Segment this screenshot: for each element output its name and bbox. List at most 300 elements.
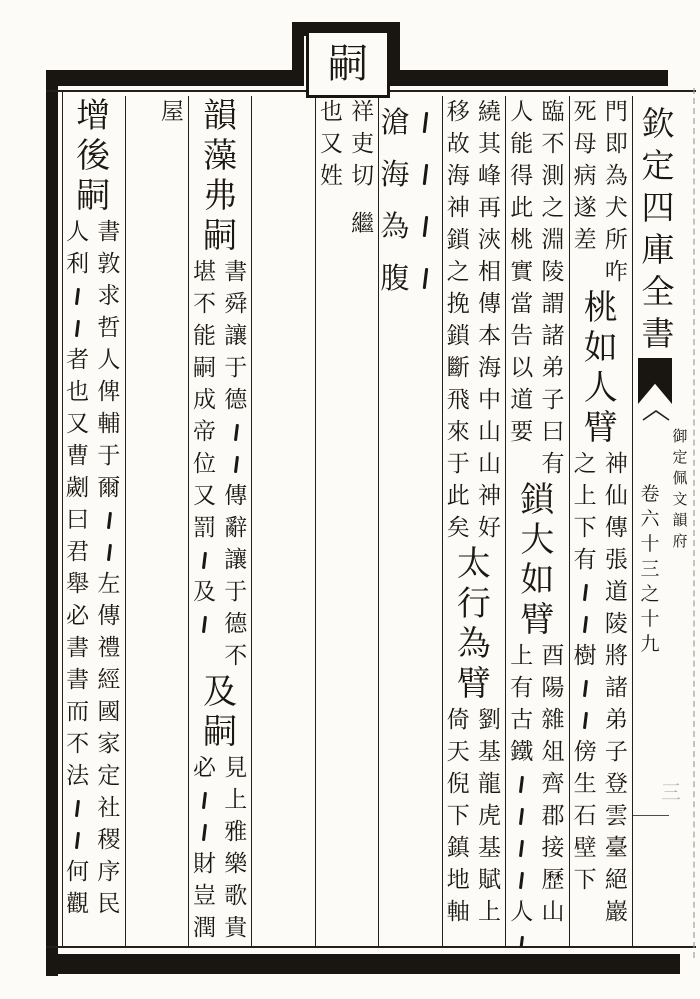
char-slot: 鐵	[510, 738, 534, 765]
char-slot: 及	[203, 672, 238, 712]
char-slot: 堪	[193, 258, 217, 285]
char-slot: 海	[478, 354, 502, 381]
ditto-mark-icon	[234, 424, 239, 441]
char-slot	[424, 148, 427, 200]
char-slot: 巖	[604, 898, 628, 925]
char-slot: 弟	[604, 706, 628, 733]
char-slot: 民	[97, 890, 121, 917]
ditto-mark-icon	[519, 840, 524, 857]
char-slot: 酉	[541, 642, 565, 669]
ditto-mark-icon	[75, 800, 80, 817]
annotation-subcolumn-right	[410, 96, 441, 304]
char-slot	[235, 448, 238, 480]
char-slot: 再	[478, 194, 502, 221]
char-slot: 有	[573, 546, 597, 573]
char-slot: 潤	[193, 914, 217, 941]
ditto-mark-icon	[202, 792, 207, 809]
annotation-subcolumn-right	[474, 96, 505, 544]
annotation-subcolumn-left	[379, 96, 410, 304]
annotation-subcolumn-left	[443, 704, 474, 928]
char-slot: 門	[604, 98, 628, 125]
char-slot: 劉	[478, 706, 502, 733]
char-slot: 山	[478, 450, 502, 477]
char-slot: 陵	[541, 258, 565, 285]
char-slot: 鎖	[446, 226, 470, 253]
char-slot: 實	[510, 258, 534, 285]
char-slot: 文	[672, 490, 688, 508]
annotation-subcolumn-right	[220, 752, 251, 944]
char-slot: 能	[510, 130, 534, 157]
char-slot: 雅	[224, 818, 248, 845]
char-slot: 道	[510, 386, 534, 413]
rhyme-tab-char: 嗣	[328, 41, 368, 87]
char-slot: 古	[510, 706, 534, 733]
char-slot	[520, 832, 523, 864]
ditto-mark-icon	[423, 111, 429, 132]
char-slot: 海	[380, 156, 410, 191]
annotation-subcolumn-right	[220, 256, 251, 672]
char-slot: 雜	[541, 706, 565, 733]
char-slot: 即	[604, 130, 628, 157]
char-slot: 人	[66, 218, 90, 245]
char-slot: 樂	[224, 850, 248, 877]
headword-segment	[62, 96, 124, 216]
char-slot: 犬	[604, 194, 628, 221]
char-slot: 諸	[541, 322, 565, 349]
ditto-mark-icon	[583, 616, 588, 633]
char-slot: 禮	[97, 634, 121, 661]
char-slot	[584, 608, 587, 640]
fishtail-icon	[638, 358, 672, 404]
char-slot: 書	[66, 634, 90, 661]
char-slot: 壁	[573, 834, 597, 861]
char-slot	[520, 864, 523, 896]
char-slot: 人	[510, 98, 534, 125]
char-slot: 太	[456, 544, 491, 584]
annotation-subcolumn-left	[126, 96, 157, 128]
char-slot: 人	[510, 898, 534, 925]
char-slot: 神	[478, 482, 502, 509]
char-slot	[76, 824, 79, 856]
char-slot: 又	[66, 410, 90, 437]
annotation-subcolumn-left	[316, 96, 347, 240]
char-slot: 仙	[604, 482, 628, 509]
char-slot: 臺	[604, 834, 628, 861]
char-slot: 全	[641, 271, 675, 311]
annotation-subcolumn-left	[570, 96, 601, 288]
char-slot: 韻	[203, 96, 238, 136]
char-slot	[76, 792, 79, 824]
headword-segment	[570, 288, 632, 448]
char-slot: 之	[541, 194, 565, 221]
char-slot: 生	[573, 770, 597, 797]
annotation-pair	[316, 96, 378, 240]
char-slot: 佩	[672, 469, 688, 487]
char-slot	[203, 544, 206, 576]
char-slot: 地	[446, 866, 470, 893]
char-slot: 九	[640, 633, 660, 655]
char-slot: 陵	[604, 610, 628, 637]
char-slot: 于	[224, 354, 248, 381]
annotation-pair	[570, 96, 632, 288]
char-slot	[520, 800, 523, 832]
char-slot: 下	[573, 866, 597, 893]
char-slot: 樹	[573, 642, 597, 669]
char-slot: 飛	[446, 386, 470, 413]
char-slot: 帝	[193, 418, 217, 445]
annotation-subcolumn-right	[537, 640, 568, 946]
ditto-mark-icon	[423, 267, 429, 288]
annotation-subcolumn-right	[157, 96, 188, 128]
frame-top-bar-right-segment	[396, 70, 668, 86]
char-slot: 為	[380, 208, 410, 243]
char-slot: 臨	[541, 98, 565, 125]
char-slot: 山	[541, 898, 565, 925]
char-slot: 故	[446, 130, 470, 157]
char-slot: 下	[573, 514, 597, 541]
ditto-mark-icon	[202, 552, 207, 569]
char-slot: 來	[446, 418, 470, 445]
char-slot: 書	[224, 258, 248, 285]
char-slot: 張	[604, 546, 628, 573]
char-slot: 序	[97, 858, 121, 885]
char-slot: 謂	[541, 290, 565, 317]
char-slot: 雲	[604, 802, 628, 829]
char-slot	[108, 504, 111, 536]
annotation-pair	[443, 704, 505, 928]
char-slot: 定	[97, 762, 121, 789]
char-slot: 欽	[641, 103, 675, 143]
char-slot: 也	[319, 98, 343, 125]
char-slot: 于	[97, 442, 121, 469]
char-slot: 姓	[319, 162, 343, 189]
char-slot: 臂	[520, 600, 555, 640]
char-slot: 于	[224, 578, 248, 605]
char-slot: 必	[66, 602, 90, 629]
char-slot: 屋	[160, 98, 184, 125]
annotation-subcolumn-left	[62, 216, 93, 920]
char-slot: 海	[446, 162, 470, 189]
ditto-mark-icon	[234, 456, 239, 473]
annotation-subcolumn-right	[474, 704, 505, 928]
char-slot: 矣	[446, 514, 470, 541]
annotation-subcolumn-right	[601, 96, 632, 288]
char-slot: 讓	[224, 546, 248, 573]
col-rhyme-char-gloss	[316, 96, 379, 946]
char-slot: 軸	[446, 898, 470, 925]
char-slot: 社	[97, 794, 121, 821]
char-slot: 定	[641, 145, 675, 185]
char-slot: 嗣	[76, 176, 111, 216]
char-slot: 敦	[97, 250, 121, 277]
char-slot: 何	[66, 858, 90, 885]
char-slot: 賦	[478, 866, 502, 893]
annotation-subcolumn-left	[506, 96, 537, 480]
char-slot: 之	[573, 450, 597, 477]
char-slot: 切	[351, 162, 375, 189]
annotation-subcolumn-right	[93, 216, 124, 920]
char-slot: 倚	[446, 706, 470, 733]
char-slot: 為	[456, 624, 491, 664]
char-slot: 書	[97, 218, 121, 245]
char-slot: 下	[446, 802, 470, 829]
frame-top-bar-left-segment	[46, 70, 294, 86]
annotation-pair	[506, 96, 568, 480]
char-slot: 經	[97, 666, 121, 693]
char-slot: 又	[319, 130, 343, 157]
char-slot: 子	[604, 738, 628, 765]
char-slot: 天	[446, 738, 470, 765]
char-slot: 後	[76, 136, 111, 176]
ditto-mark-icon	[75, 288, 80, 305]
char-slot: 傍	[573, 738, 597, 765]
char-slot: 嗣	[193, 354, 217, 381]
char-slot: 卷	[640, 483, 660, 505]
char-slot	[424, 96, 427, 148]
char-slot: 四	[641, 187, 675, 227]
char-slot: 如	[583, 328, 618, 368]
char-slot: 中	[478, 386, 502, 413]
char-slot: 曹	[66, 442, 90, 469]
char-slot: 六	[640, 508, 660, 530]
char-slot: 讓	[224, 322, 248, 349]
fold-book-title	[665, 426, 695, 657]
char-slot: 行	[456, 584, 491, 624]
char-slot: 家	[97, 730, 121, 757]
col-entry-suo-da-ru-bi	[506, 96, 569, 946]
char-slot: 倪	[446, 770, 470, 797]
char-slot: 必	[193, 754, 217, 781]
char-slot	[520, 928, 523, 946]
char-slot: 桃	[583, 288, 618, 328]
char-slot: 法	[66, 762, 90, 789]
char-slot: 弟	[541, 354, 565, 381]
char-slot: 滄	[380, 104, 410, 139]
char-slot: 歷	[541, 866, 565, 893]
char-slot: 求	[97, 282, 121, 309]
char-slot: 母	[573, 130, 597, 157]
char-slot: 淵	[541, 226, 565, 253]
char-slot: 觀	[66, 890, 90, 917]
char-slot: 君	[66, 538, 90, 565]
char-slot: 腹	[380, 260, 410, 295]
char-slot: 人	[583, 368, 618, 408]
char-slot: 爾	[97, 474, 121, 501]
char-slot: 上	[573, 482, 597, 509]
char-slot: 而	[66, 698, 90, 725]
char-slot: 好	[478, 514, 502, 541]
char-slot: 德	[224, 386, 248, 413]
char-slot: 告	[510, 322, 534, 349]
char-slot: 所	[604, 226, 628, 253]
char-slot: 書	[641, 313, 675, 353]
headword-segment	[189, 672, 251, 752]
char-slot: 曰	[541, 418, 565, 445]
char-slot: 龍	[478, 770, 502, 797]
chevron-mark-icon	[641, 408, 671, 422]
char-slot: 傳	[478, 290, 502, 317]
char-slot: 山	[478, 418, 502, 445]
char-slot	[108, 536, 111, 568]
char-slot: 神	[446, 194, 470, 221]
char-slot: 得	[510, 162, 534, 189]
char-slot: 繞	[478, 98, 502, 125]
char-slot	[584, 704, 587, 736]
fold-juan-label	[635, 426, 665, 657]
char-slot: 斷	[446, 354, 470, 381]
annotation-subcolumn-left	[189, 752, 220, 944]
char-slot: 基	[478, 834, 502, 861]
char-slot: 三	[640, 558, 660, 580]
char-slot: 遂	[573, 194, 597, 221]
headword-segment	[189, 96, 251, 256]
col-entry-tai-hang-wei-bi	[443, 96, 506, 946]
collection-title	[637, 102, 679, 354]
char-slot: 稷	[97, 826, 121, 853]
ditto-mark-icon	[202, 616, 207, 633]
char-slot: 不	[66, 730, 90, 757]
char-slot: 相	[478, 258, 502, 285]
frame-tab-left-stub	[292, 22, 304, 86]
char-slot: 之	[446, 258, 470, 285]
char-slot: 上	[510, 642, 534, 669]
char-slot: 成	[193, 386, 217, 413]
frame-bottom-inner-line	[46, 946, 696, 948]
page-number: 三	[661, 780, 681, 804]
char-slot: 神	[604, 450, 628, 477]
char-slot: 其	[478, 130, 502, 157]
ditto-mark-icon	[107, 544, 112, 561]
char-slot: 藻	[203, 136, 238, 176]
char-slot: 人	[97, 346, 121, 373]
annotation-subcolumn-left	[443, 96, 474, 544]
annotation-subcolumn-right	[537, 96, 568, 480]
char-slot: 罰	[193, 514, 217, 541]
char-slot: 鎖	[520, 480, 555, 520]
char-slot: 嗣	[203, 216, 238, 256]
char-slot: 之	[640, 583, 660, 605]
ditto-mark-icon	[519, 872, 524, 889]
char-slot: 此	[510, 194, 534, 221]
char-slot: 要	[510, 418, 534, 445]
char-slot: 德	[224, 610, 248, 637]
char-slot: 定	[672, 448, 688, 466]
char-slot: 國	[97, 698, 121, 725]
char-slot: 浹	[478, 226, 502, 253]
char-slot: 見	[224, 754, 248, 781]
text-columns	[62, 96, 632, 946]
char-slot: 于	[446, 450, 470, 477]
char-slot: 書	[66, 666, 90, 693]
col-entry-tao-ru-ren-bi	[570, 96, 632, 946]
char-slot	[235, 416, 238, 448]
ditto-mark-icon	[423, 215, 429, 236]
char-slot: 輔	[97, 410, 121, 437]
char-slot: 不	[224, 642, 248, 669]
char-slot: 也	[66, 378, 90, 405]
char-slot: 有	[510, 674, 534, 701]
char-slot: 祥	[351, 98, 375, 125]
char-slot	[203, 784, 206, 816]
annotation-pair	[506, 640, 568, 946]
char-slot: 嗣	[203, 712, 238, 752]
char-slot: 死	[573, 98, 597, 125]
char-slot: 以	[510, 354, 534, 381]
char-slot: 府	[672, 532, 688, 550]
char-slot: 當	[510, 290, 534, 317]
char-slot	[424, 200, 427, 252]
char-slot: 為	[604, 162, 628, 189]
annotation-subcolumn-right	[601, 448, 632, 928]
char-slot: 郡	[541, 802, 565, 829]
headword-segment	[443, 544, 505, 704]
char-slot: 辭	[224, 514, 248, 541]
frame-bottom-bar	[46, 954, 680, 974]
char-slot: 劌	[66, 474, 90, 501]
char-slot: 基	[478, 738, 502, 765]
ditto-mark-icon	[75, 832, 80, 849]
char-slot: 臂	[456, 664, 491, 704]
char-slot: 及	[193, 578, 217, 605]
char-slot: 韻	[672, 511, 688, 529]
char-slot: 移	[446, 98, 470, 125]
char-slot	[203, 816, 206, 848]
ditto-mark-icon	[519, 936, 524, 946]
col-zeng-hou-si	[62, 96, 125, 946]
ditto-mark-icon	[202, 824, 207, 841]
fold-divider-line	[633, 815, 669, 816]
annotation-pair	[443, 96, 505, 544]
char-slot: 俎	[541, 738, 565, 765]
char-slot: 庫	[641, 229, 675, 269]
col-annotation-overflow-wu	[126, 96, 189, 946]
ditto-mark-icon	[423, 163, 429, 184]
char-slot: 貴	[224, 914, 248, 941]
ditto-mark-icon	[519, 776, 524, 793]
ditto-mark-icon	[107, 512, 112, 529]
char-slot: 鎮	[446, 834, 470, 861]
char-slot: 者	[66, 346, 90, 373]
char-slot: 鎖	[446, 322, 470, 349]
annotation-pair	[189, 752, 251, 944]
char-slot: 差	[573, 226, 597, 253]
char-slot: 如	[520, 560, 555, 600]
frame-left-bar	[46, 70, 58, 976]
char-slot: 病	[573, 162, 597, 189]
char-slot: 哲	[97, 314, 121, 341]
annotation-pair	[189, 256, 251, 672]
ditto-mark-icon	[519, 808, 524, 825]
char-slot: 舜	[224, 290, 248, 317]
annotation-subcolumn-right	[347, 96, 378, 240]
char-slot: 繼	[351, 210, 375, 237]
char-slot	[424, 252, 427, 304]
annotation-subcolumn-left	[506, 640, 537, 946]
char-slot: 豈	[193, 882, 217, 909]
annotation-subcolumn-left	[570, 448, 601, 928]
char-slot: 十	[640, 533, 660, 555]
char-slot: 舉	[66, 570, 90, 597]
char-slot: 又	[193, 482, 217, 509]
char-slot: 將	[604, 642, 628, 669]
char-slot: 十	[640, 608, 660, 630]
headword-segment	[506, 480, 568, 640]
char-slot: 增	[76, 96, 111, 136]
char-slot: 上	[224, 786, 248, 813]
char-slot: 曰	[66, 506, 90, 533]
char-slot: 石	[573, 802, 597, 829]
char-slot	[520, 768, 523, 800]
